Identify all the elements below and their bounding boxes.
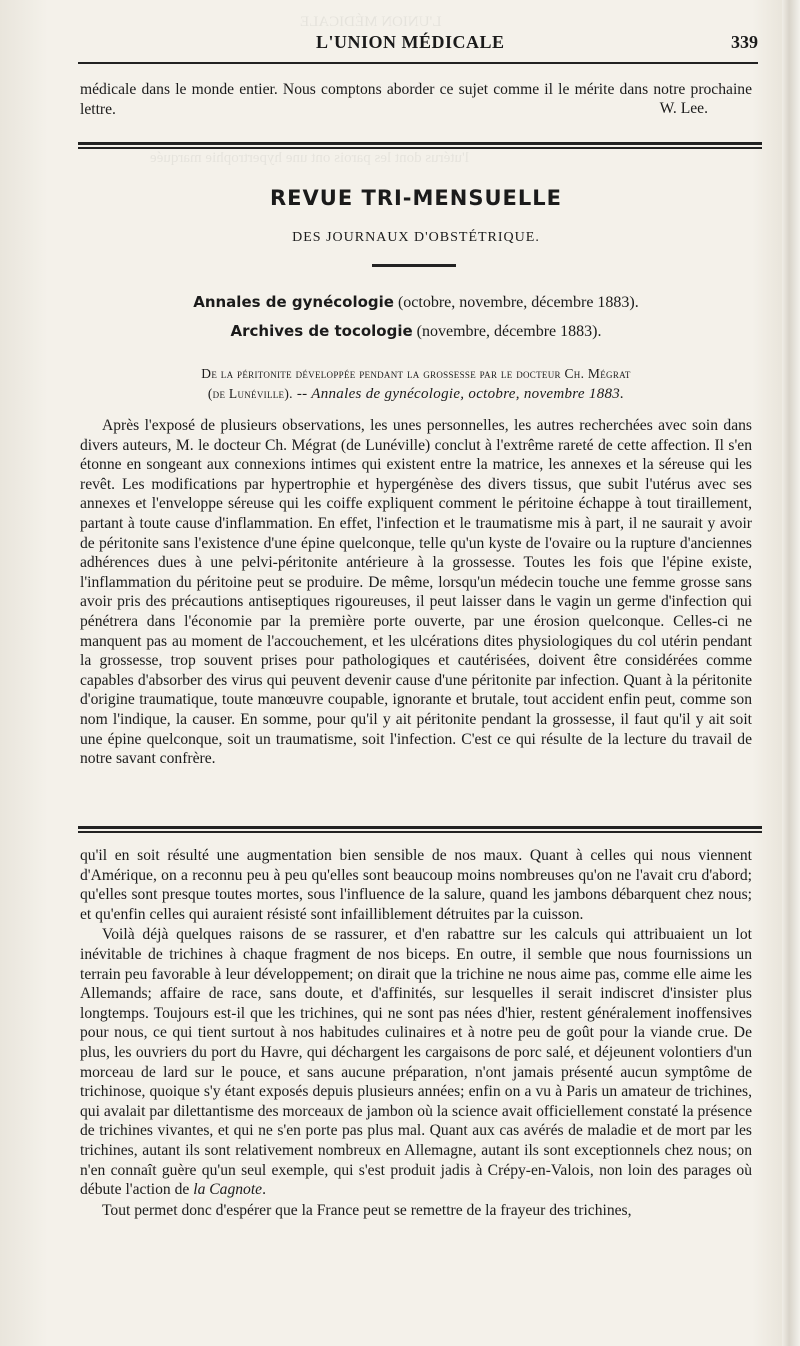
article-heading — [80, 364, 752, 404]
article-body-block — [80, 416, 752, 769]
running-title: L'UNION MÉDICALE — [316, 32, 505, 52]
page-edge — [782, 0, 800, 1346]
article-body: Après l'exposé de plusieurs observations, les unes personnelles, les autres recherchées avec soin dans divers auteurs, M. le docteur Ch. Mégrat (de Lunéville) conclut à l'extrême rareté de cette affection. Il s'en étonne en songeant aux connexions intimes qui existent entre la matrice, les annexes et la séreuse qui les revêt. Les modifications par hypertrophie et hypergénèse des divers tissus, que subit l'utérus avec ses annexes et l'enveloppe séreuse qui les coiffe expliquent comment le péritoine échappe à tout tiraillement, partant à toute cause d'inflammation. En effet, l'infection et le traumatisme mis à part, il ne saurait y avoir de péritonite sans l'existence d'une épine quelconque, telle qu'un kyste de l'ovaire ou la rupture d'anciennes adhérences dues à une pelvi-péritonite antérieure à la grossesse. Toutes les fois que l'épine existe, l'inflammation du péritoine peut se produire. De même, lorsqu'un médecin touche une femme grosse sans avoir pris des précautions antiseptiques rigoureuses, il peut laisser dans le vagin un germe d'infection qui pénétrera dans l'économie par la première porte ouverte, par une érosion quelconque. Celles-ci ne manquent pas au moment de l'accouchement, et les ulcérations dites physiologiques du col utérin pendant la grossesse, trop souvent prises pour pathologiques et cautérisées, doivent être considérées comme capables d'absorber des virus qui peuvent devenir cause d'une péritonite par infection. Quant à la péritonite d'origine traumatique, toute manœuvre coupable, ignorante et brutale, tout accident enfin peut, comme son nom l'indique, la causer. En somme, pour qu'il y ait péritonite pendant la grossesse, il faut qu'il y ait soit une épine quelconque, soit un traumatisme, soit l'infection. C'est ce qui résulte de la lecture du travail de notre savant confrère. — [80, 417, 752, 768]
article-heading-line: De la péritonite développée pendant la grossesse par le docteur Ch. Mégrat — [201, 366, 631, 381]
show-through: L'UNION MÉDICALE — [300, 14, 442, 30]
closing-paragraph-block — [80, 80, 752, 118]
continuation-paragraph — [80, 925, 752, 1199]
signature: W. Lee. — [659, 99, 708, 117]
continuation-text: Voilà déjà quelques raisons de se rassurer, et d'en rabattre sur les calculs qui attribuaient un lot inévitable de trichines à chaque fragment de nos biceps. En outre, il semble que nous fournissions un terrain peu favorable à leur développement; on dirait que la trichine ne nous aime pas, comme elle aime les Allemands; affaire de race, sans doute, et d'affinités, sur lesquelles il serait indiscret d'insister plus longtemps. Toujours est-il que les trichines, qui ne sont pas nées d'hier, restent généralement inoffensives pour nous, ce qui tient surtout à nos habitudes culinaires et à notre peu de goût pour la viande crue. De plus, les ouvriers du port du Havre, qui déchargent les cargaisons de porc salé, et déjeunent volontiers d'un morceau de lard sur le pouce, et sans aucune préparation, n'ont jamais présenté aucun symptôme de trichinose, quoique s'y étant exposés depuis plusieurs années; enfin on a vu à Paris un amateur de trichines, qui avalait par dilettantisme des morceaux de jambon où la science avait officiellement constaté la présence de trichines vivantes, et qui ne s'en porte pas plus mal. Quant aux cas avérés de maladie et de mort par les trichines, autant ils sont relativement nombreux en Allemagne, autant ils sont exceptionnels chez nous; on n'en connaît guère qu'un seul exemple, qui s'est produit jadis à Crépy-en-Valois, non loin des parages où débute l'action de — [80, 926, 752, 1199]
closing-paragraph: médicale dans le monde entier. Nous comptons aborder ce sujet comme il le mérite dans notre prochaine lettre. — [80, 81, 752, 118]
show-through: l'utérus dont les parois ont une hypertrophie marquée — [150, 150, 469, 166]
section-title: REVUE TRI-MENSUELLE — [270, 186, 562, 210]
page-header — [78, 28, 758, 58]
continuation-italic: la Cagnote — [193, 1181, 263, 1199]
section-subtitle: DES JOURNAUX D'OBSTÉTRIQUE. — [292, 230, 540, 245]
header-rule — [78, 62, 758, 64]
journal-dates: (octobre, novembre, décembre 1883). — [393, 294, 639, 311]
continuation-paragraph: Tout permet donc d'espérer que la France peut se remettre de la frayeur des trichines, — [102, 1201, 632, 1219]
journal-name: Annales de gynécologie — [193, 293, 394, 311]
article-heading-affiliation: (de Lunéville). — [207, 386, 293, 401]
continuation-block — [80, 846, 752, 1220]
article-heading-line — [80, 384, 752, 404]
journal-line — [80, 322, 752, 341]
continuation-paragraph: qu'il en soit résulté une augmentation bien sensible de nos maux. Quant à celles qui nous viennent d'Amérique, on a reconnu peu à peu qu'elles sont beaucoup moins nombreuses qu'on ne l'avait cru d'abord; qu'elles sont presque toutes mortes, sous l'influence de la salure, quand les jambons débarquent chez nous; et qu'enfin celles qui auraient résisté sont infailliblement détruites par la cuisson. — [80, 847, 752, 923]
feuilleton-divider — [78, 826, 762, 833]
continuation-text: . — [262, 1181, 267, 1199]
journal-name: Archives de tocologie — [230, 322, 413, 340]
journal-dates: (novembre, décembre 1883). — [412, 323, 602, 340]
title-rule — [372, 264, 456, 267]
page-number: 339 — [731, 32, 758, 52]
section-divider — [78, 142, 762, 149]
article-source: -- Annales de gynécologie, octobre, novembre 1883. — [292, 386, 625, 402]
journal-line — [80, 293, 752, 312]
